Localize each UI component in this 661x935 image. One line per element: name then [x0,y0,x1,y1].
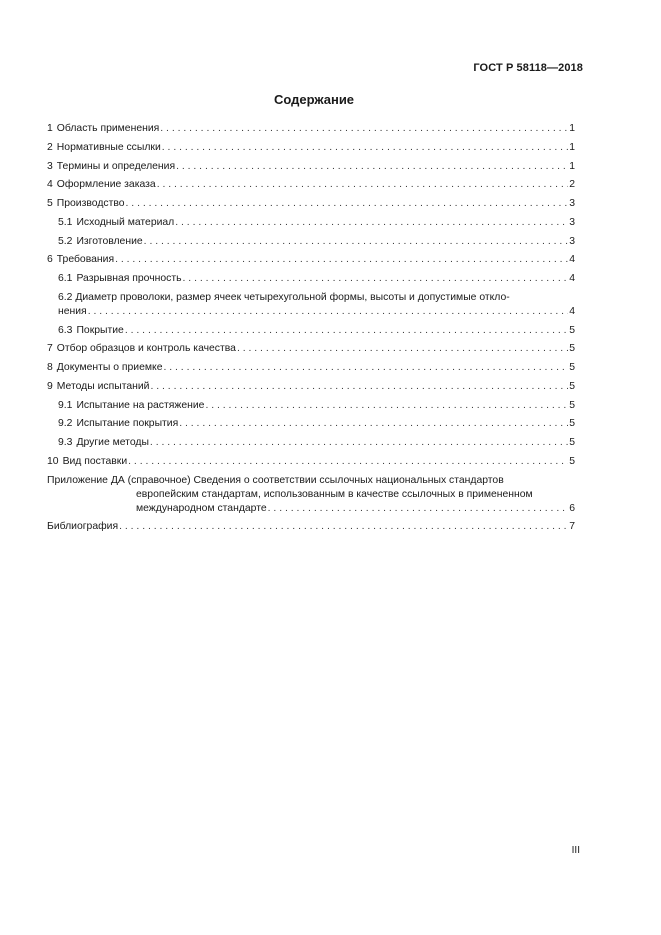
toc-entry-9[interactable] [47,380,575,394]
toc-entry-page: 6 [569,502,575,514]
toc-entry-text: Документы о приемке [56,362,163,373]
toc-entry-page: 4 [569,254,575,266]
toc-entry-text: Оформление заказа [56,179,156,191]
appendix-last-line [47,502,575,516]
leader-dots [160,122,568,136]
toc-entry-page: 5 [569,343,575,355]
leader-dots [125,324,568,338]
toc-entry-page: 3 [569,235,575,247]
toc-entry-text-continued: нения [58,305,87,317]
toc-entry-7[interactable] [47,342,575,356]
toc-entry-text: Термины и определения [56,160,176,172]
toc-entry-5[interactable] [47,197,575,211]
toc-entry-6[interactable] [47,253,575,267]
toc-entry-page: 5 [569,324,575,336]
toc-entry-10[interactable] [47,455,575,469]
toc-entry-number: 5 [47,198,53,209]
toc-entry-text: Методы испытаний [56,380,150,392]
leader-dots [88,305,569,319]
toc-entry-number: 9.1 [58,399,73,411]
toc-entry-appendix[interactable] [47,474,575,516]
table-of-contents [47,122,575,539]
toc-entry-number: 6.3 [58,324,73,336]
toc-entry-9-1[interactable] [47,399,575,413]
leader-dots [150,436,568,450]
toc-entry-text: Покрытие [76,324,124,336]
toc-entry-2[interactable] [47,141,575,155]
toc-entry-text: Другие методы [76,437,149,448]
toc-entry-number: 9.2 [58,418,73,430]
toc-entry-page: 1 [569,141,575,153]
leader-dots [163,361,568,375]
toc-entry-number: 3 [47,160,53,172]
toc-entry-number: 6.2 [58,291,73,303]
toc-entry-page: 5 [569,455,575,467]
toc-entry-text: Диаметр проволоки, размер ячеек четырехугольной формы, высоты и допустимые откло- [75,291,510,303]
toc-entry-number: 8 [47,362,53,373]
toc-entry-6-1[interactable] [47,272,575,286]
toc-title: Содержание [273,92,355,107]
toc-entry-3[interactable] [47,160,575,174]
leader-dots [268,502,569,516]
toc-entry-number: 7 [47,343,53,355]
toc-entry-text: Разрывная прочность [76,273,182,284]
toc-entry-page: 1 [569,160,575,172]
toc-entry-number: 9 [47,380,53,392]
toc-entry-number: 10 [47,455,59,467]
toc-entry-9-3[interactable] [47,436,575,450]
toc-entry-page: 5 [569,380,575,392]
leader-dots [119,520,568,534]
toc-entry-number: 6.1 [58,273,73,284]
toc-entry-page: 7 [569,521,575,533]
toc-entry-page: 5 [569,399,575,411]
leader-dots [128,455,568,469]
toc-entry-text: Требования [56,254,115,266]
toc-entry-text: Изготовление [76,235,143,247]
leader-dots [150,380,568,394]
toc-entry-text: Испытание покрытия [76,418,179,430]
appendix-line-3: международном стандарте [136,502,267,514]
toc-entry-6-3[interactable] [47,324,575,338]
leader-dots [175,216,568,230]
leader-dots [205,399,568,413]
toc-entry-text: Нормативные ссылки [56,141,161,153]
leader-dots [126,197,569,211]
leader-dots [183,272,569,286]
leader-dots [176,160,568,174]
toc-entry-text: Область применения [56,123,160,134]
toc-entry-4[interactable] [47,178,575,192]
toc-entry-9-2[interactable] [47,417,575,431]
toc-entry-number: 1 [47,123,53,134]
toc-entry-page: 4 [569,305,575,317]
toc-entry-last-line [58,305,575,319]
toc-entry-1[interactable] [47,122,575,136]
appendix-line-1: Приложение ДА (справочное) Сведения о соответствии ссылочных национальных стандартов [47,474,504,486]
toc-entry-5-2[interactable] [47,235,575,249]
toc-entry-page: 1 [569,123,575,134]
appendix-line-2: европейским стандартам, использованным в качестве ссылочных в примененном [136,488,533,500]
toc-entry-text: Производство [56,198,125,209]
toc-entry-first-line [58,291,575,305]
toc-entry-text: Испытание на растяжение [76,399,205,411]
toc-entry-page: 5 [569,437,575,448]
toc-entry-page: 5 [569,418,575,430]
toc-entry-6-2[interactable] [47,291,575,319]
leader-dots [237,342,568,356]
toc-entry-number: 5.2 [58,235,73,247]
toc-entry-page: 2 [569,179,575,191]
page-number: III [571,845,580,856]
toc-entry-text: Отбор образцов и контроль качества [56,343,236,355]
toc-entry-bibliography[interactable] [47,520,575,534]
toc-entry-text: Вид поставки [62,455,128,467]
toc-entry-text: Исходный материал [76,216,175,228]
leader-dots [162,141,568,155]
toc-entry-5-1[interactable] [47,216,575,230]
toc-entry-number: 9.3 [58,437,73,448]
toc-entry-page: 3 [569,216,575,228]
toc-entry-text: Библиография [47,521,119,533]
leader-dots [179,417,568,431]
leader-dots [157,178,569,192]
toc-entry-8[interactable] [47,361,575,375]
leader-dots [115,253,568,267]
toc-entry-number: 4 [47,179,53,191]
toc-entry-number: 2 [47,141,53,153]
toc-entry-page: 5 [569,362,575,373]
toc-entry-number: 5.1 [58,216,73,228]
toc-entry-number: 6 [47,254,53,266]
toc-entry-page: 4 [569,273,575,284]
toc-entry-page: 3 [569,198,575,209]
leader-dots [144,235,569,249]
document-id-header: ГОСТ Р 58118—2018 [473,62,583,74]
